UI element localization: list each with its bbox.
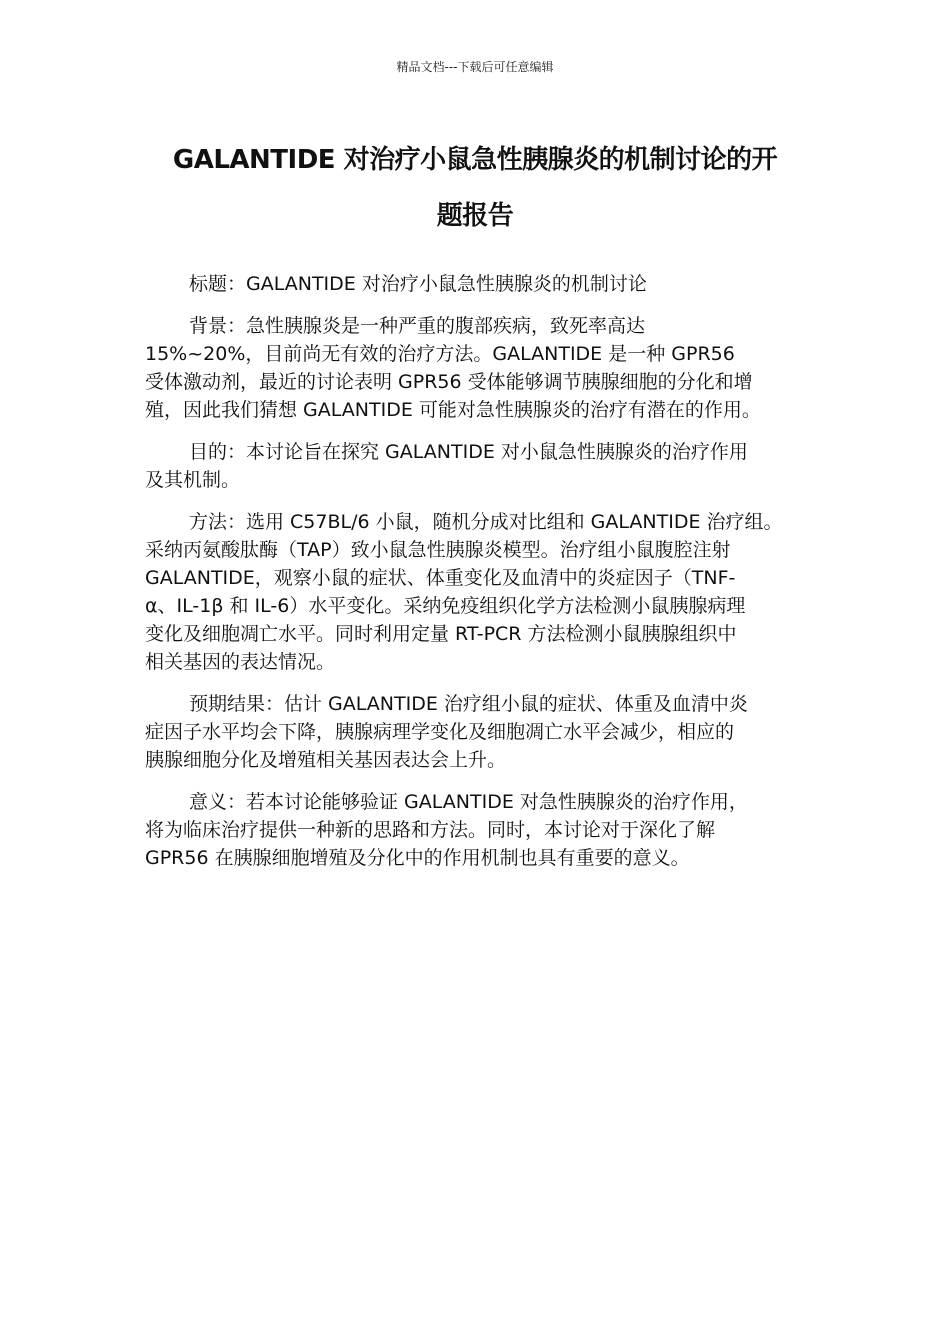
background-paragraph [145, 312, 825, 424]
text-line: GALANTIDE，观察小鼠的症状、体重变化及血清中的炎症因子（TNF- [145, 567, 736, 589]
document-body [145, 270, 825, 886]
title-line: GALANTIDE 对治疗小鼠急性胰腺炎的机制讨论的开 [172, 145, 778, 175]
text-line: 15%~20%，目前尚无有效的治疗方法。GALANTIDE 是一种 GPR56 [145, 343, 735, 365]
text-line: 预期结果：估计 GALANTIDE 治疗组小鼠的症状、体重及血清中炎 [189, 693, 748, 715]
page-header: 精品文档---下载后可任意编辑 [396, 60, 554, 74]
text-line: 意义：若本讨论能够验证 GALANTIDE 对急性胰腺炎的治疗作用， [189, 791, 748, 813]
text-line: 胰腺细胞分化及增殖相关基因表达会上升。 [145, 749, 507, 771]
text-line: 采纳丙氨酸肽酶（TAP）致小鼠急性胰腺炎模型。治疗组小鼠腹腔注射 [145, 539, 731, 561]
document-title [140, 132, 810, 244]
objective-paragraph [145, 438, 825, 494]
significance-paragraph [145, 788, 825, 872]
text-line: 将为临床治疗提供一种新的思路和方法。同时，本讨论对于深化了解 [145, 819, 716, 841]
text-line: 症因子水平均会下降，胰腺病理学变化及细胞凋亡水平会减少，相应的 [145, 721, 735, 743]
text-line: 变化及细胞凋亡水平。同时利用定量 RT-PCR 方法检测小鼠胰腺组织中 [145, 623, 737, 645]
text-line: GPR56 在胰腺细胞增殖及分化中的作用机制也具有重要的意义。 [145, 847, 690, 869]
methods-paragraph [145, 508, 825, 676]
text-line: 背景：急性胰腺炎是一种严重的腹部疾病，致死率高达 [189, 315, 646, 337]
text-line: 方法：选用 C57BL/6 小鼠，随机分成对比组和 GALANTIDE 治疗组。 [189, 511, 783, 533]
title-paragraph [145, 270, 825, 298]
expected-results-paragraph [145, 690, 825, 774]
text-line: 标题：GALANTIDE 对治疗小鼠急性胰腺炎的机制讨论 [189, 273, 647, 295]
text-line: 目的：本讨论旨在探究 GALANTIDE 对小鼠急性胰腺炎的治疗作用 [189, 441, 748, 463]
title-line: 题报告 [436, 201, 514, 231]
text-line: α、IL-1β 和 IL-6）水平变化。采纳免疫组织化学方法检测小鼠胰腺病理 [145, 595, 746, 617]
text-line: 殖，因此我们猜想 GALANTIDE 可能对急性胰腺炎的治疗有潜在的作用。 [145, 399, 761, 421]
text-line: 受体激动剂，最近的讨论表明 GPR56 受体能够调节胰腺细胞的分化和增 [145, 371, 753, 393]
text-line: 相关基因的表达情况。 [145, 651, 336, 673]
text-line: 及其机制。 [145, 469, 241, 491]
